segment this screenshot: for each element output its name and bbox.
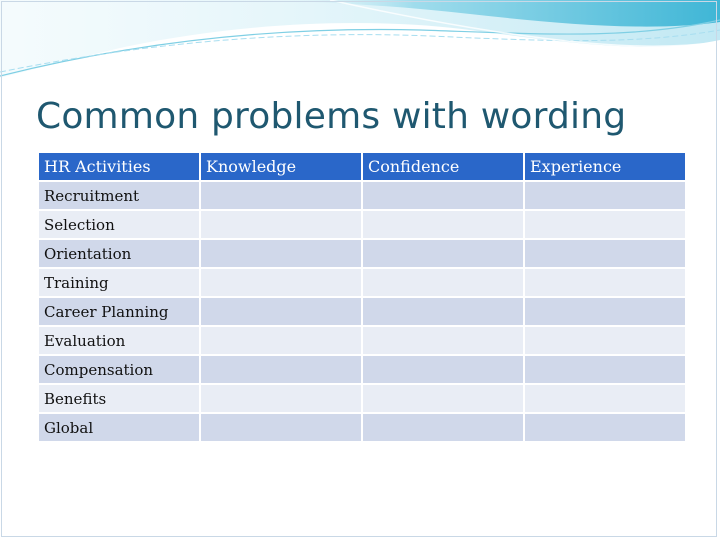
cell-experience (525, 298, 685, 325)
table-row (39, 269, 685, 296)
cell-experience (525, 356, 685, 383)
cell-experience (525, 211, 685, 238)
cell-knowledge (201, 414, 361, 441)
cell-experience (525, 240, 685, 267)
cell-knowledge (201, 327, 361, 354)
cell-confidence (363, 327, 523, 354)
header-confidence: Confidence (363, 153, 523, 180)
cell-experience (525, 182, 685, 209)
cell-activity: Evaluation (39, 327, 199, 354)
cell-experience (525, 385, 685, 412)
table-row (39, 385, 685, 412)
cell-experience (525, 414, 685, 441)
table-header-row (39, 153, 685, 180)
table-row (39, 414, 685, 441)
table-row (39, 182, 685, 209)
table-row (39, 240, 685, 267)
cell-confidence (363, 414, 523, 441)
hr-activities-table (37, 151, 687, 443)
cell-activity: Benefits (39, 385, 199, 412)
cell-knowledge (201, 269, 361, 296)
cell-activity: Recruitment (39, 182, 199, 209)
cell-experience (525, 327, 685, 354)
cell-confidence (363, 269, 523, 296)
header-hr-activities: HR Activities (39, 153, 199, 180)
cell-activity: Training (39, 269, 199, 296)
cell-knowledge (201, 298, 361, 325)
table-row (39, 356, 685, 383)
cell-knowledge (201, 211, 361, 238)
cell-confidence (363, 356, 523, 383)
cell-confidence (363, 211, 523, 238)
cell-activity: Global (39, 414, 199, 441)
table-row (39, 327, 685, 354)
cell-activity: Selection (39, 211, 199, 238)
cell-confidence (363, 385, 523, 412)
cell-activity: Orientation (39, 240, 199, 267)
header-experience: Experience (525, 153, 685, 180)
table-row (39, 211, 685, 238)
cell-activity: Career Planning (39, 298, 199, 325)
cell-knowledge (201, 240, 361, 267)
cell-confidence (363, 298, 523, 325)
cell-knowledge (201, 356, 361, 383)
slide-title: Common problems with wording (36, 96, 627, 137)
header-knowledge: Knowledge (201, 153, 361, 180)
cell-confidence (363, 182, 523, 209)
cell-knowledge (201, 385, 361, 412)
header-wave-decoration (0, 0, 720, 90)
cell-confidence (363, 240, 523, 267)
table-row (39, 298, 685, 325)
cell-knowledge (201, 182, 361, 209)
cell-activity: Compensation (39, 356, 199, 383)
cell-experience (525, 269, 685, 296)
